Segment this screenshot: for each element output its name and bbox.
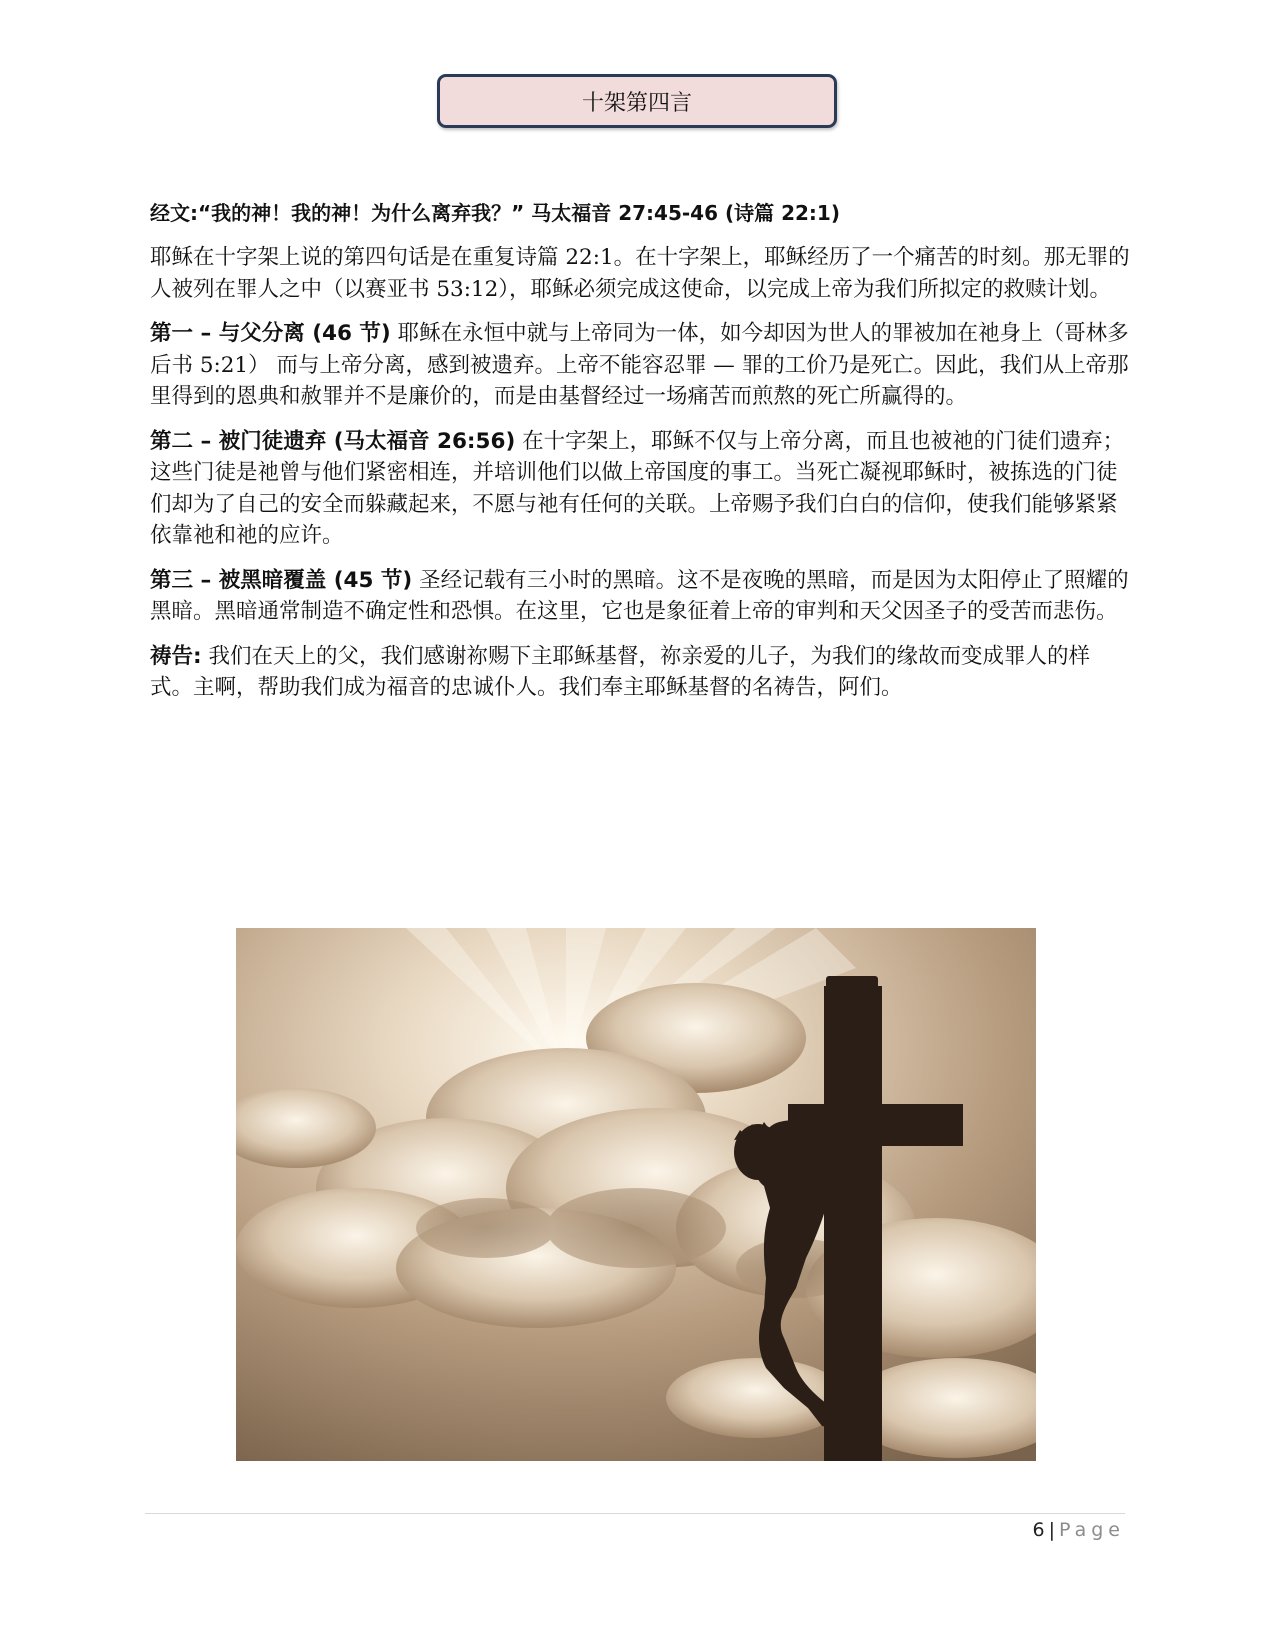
point-second-heading: 第二 – 被门徒遗弃 (马太福音 26:56) [150, 428, 516, 454]
point-first-heading: 第一 – 与父分离 (46 节) [150, 321, 391, 346]
point-second-text: 在十字架上，耶稣不仅与上帝分离，而且也被祂的门徒们遗弃；这些门徒是祂曾与他们紧密相连，并培训他们以做上帝国度的事工。当死亡凝视耶稣时，被拣选的门徒们却为了自己的安全而躲藏起来，不愿与祂有任何的关联。上帝赐予我们白白的信仰，使我们能够紧紧依靠祂和祂的应许。 [150, 428, 1125, 548]
point-third-heading: 第三 – 被黑暗覆盖 (45 节) [150, 567, 413, 593]
point-third-text: 圣经记载有三小时的黑暗。这不是夜晚的黑暗，而是因为太阳停止了照耀的黑暗。黑暗通常制造不确定性和恐惧。在这里，它也是象征着上帝的审判和天父因圣子的受苦而悲伤。 [150, 567, 1129, 624]
prayer-heading: 祷告: [150, 643, 202, 669]
title-box [437, 74, 837, 128]
page-number: 6 [1032, 1519, 1045, 1541]
prayer-paragraph [150, 641, 1130, 704]
article-body [150, 198, 1130, 717]
intro-paragraph: 耶稣在十字架上说的第四句话是在重复诗篇 22:1。在十字架上，耶稣经历了一个痛苦的时刻。那无罪的人被列在罪人之中（以赛亚书 53:12），耶稣必须完成这使命，以完成上帝为我们所拟定的救赎计划。 [150, 245, 1130, 302]
point-third [150, 565, 1130, 628]
crucifix-photo [236, 928, 1036, 1461]
prayer-text: 我们在天上的父，我们感谢祢赐下主耶稣基督，祢亲爱的儿子，为我们的缘故而变成罪人的样式。主啊，帮助我们成为福音的忠诚仆人。我们奉主耶稣基督的名祷告，阿们。 [150, 643, 1090, 700]
point-second [150, 426, 1130, 552]
point-first [150, 318, 1130, 413]
crucifix-illustration [236, 928, 1036, 1461]
scripture-reference: 经文:“我的神！我的神！为什么离弃我？” 马太福音 27:45-46 (诗篇 22:1) [150, 201, 840, 225]
page-footer [1033, 1519, 1126, 1541]
point-first-text: 耶稣在永恒中就与上帝同为一体，如今却因为世人的罪被加在祂身上（哥林多后书 5:21） 而与上帝分离，感到被遗弃。上帝不能容忍罪 — 罪的工价乃是死亡。因此，我们从上帝那里得到的恩典和赦罪并不是廉价的，而是由基督经过一场痛苦而煎熬的死亡所赢得的。 [150, 321, 1129, 409]
page-title: 十架第四言 [581, 90, 692, 116]
page-label: Page [1059, 1519, 1125, 1541]
footer-divider [145, 1513, 1125, 1514]
footer-separator: | [1048, 1519, 1055, 1541]
